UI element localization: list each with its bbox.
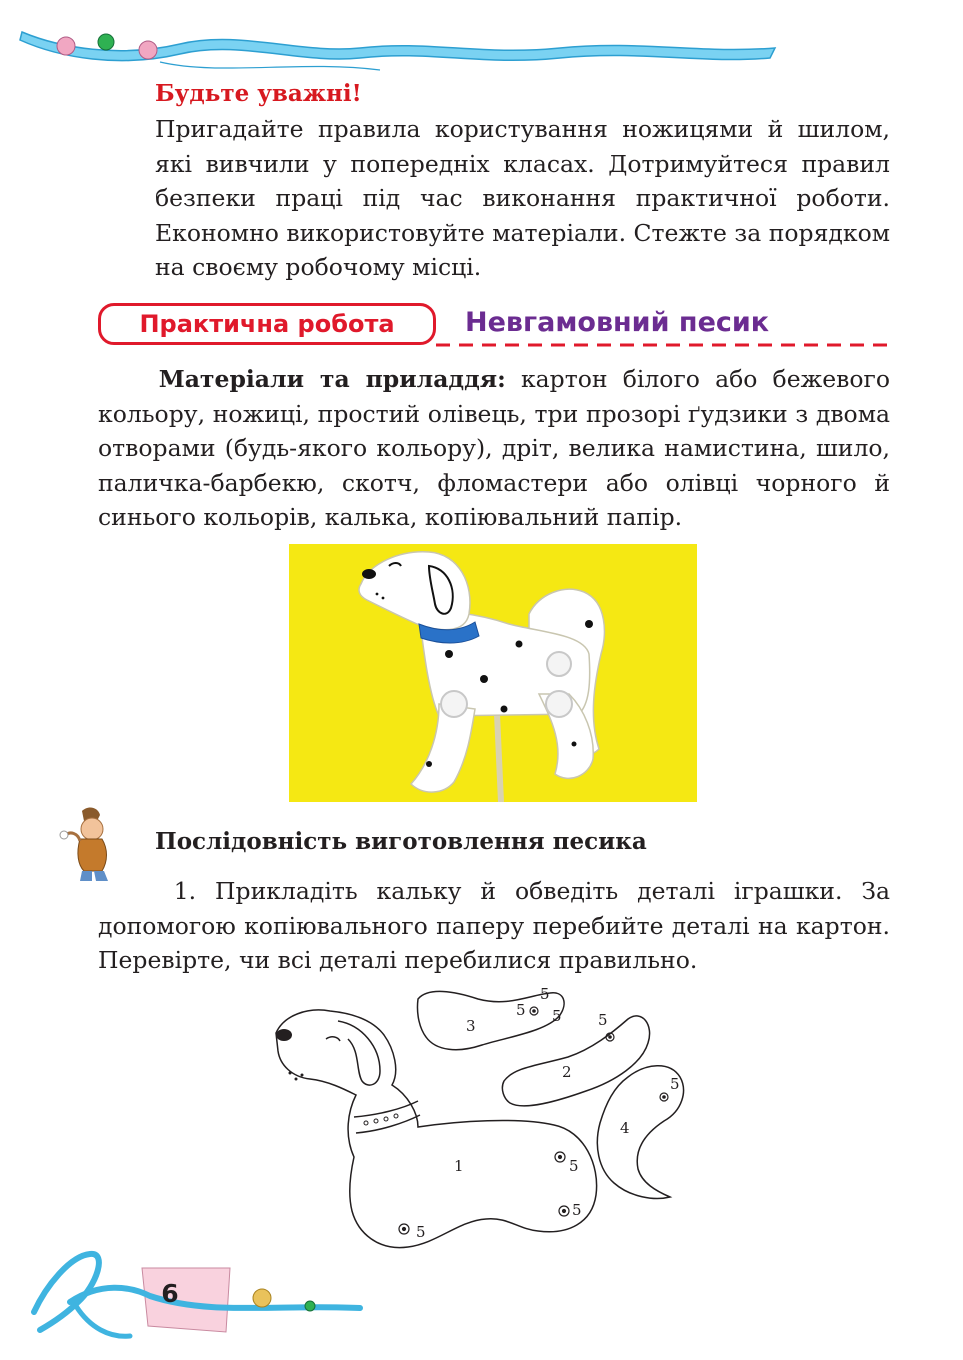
hole-label: 5 <box>540 985 550 1003</box>
materials-paragraph <box>98 362 890 535</box>
page-number: 6 <box>161 1279 179 1308</box>
materials-label: Матеріали та приладдя: <box>158 365 506 393</box>
bottom-ribbon-decoration <box>30 1242 370 1342</box>
hole-label: 5 <box>569 1157 579 1175</box>
dashed-underline <box>436 342 892 348</box>
hole-label: 5 <box>572 1201 582 1219</box>
step-1-text <box>98 874 890 978</box>
dog-toy-photo <box>289 544 697 802</box>
part-1-label: 1 <box>454 1157 464 1175</box>
hole-label: 5 <box>598 1011 608 1029</box>
step-1-content: 1. Прикладіть кальку й обведіть деталі іграшки. За допомогою копіювального паперу перебийте деталі на картон. Перевірте, чи всі деталі перебилися правильно. <box>98 877 890 975</box>
dog-parts-template-diagram <box>268 985 698 1257</box>
gnome-mascot-icon <box>52 805 130 885</box>
part-3-label: 3 <box>466 1017 476 1035</box>
practical-work-tag: Практична робота <box>139 310 395 338</box>
hole-label: 5 <box>416 1223 426 1241</box>
top-ribbon-decoration <box>0 18 790 88</box>
part-2-outline <box>502 1016 649 1106</box>
hole-label: 5 <box>516 1001 526 1019</box>
hole-label: 5 <box>552 1007 562 1025</box>
caution-text: Пригадайте правила користування ножицями й шилом, які вивчили у попередніх класах. Дотримуйтеся правил безпеки праці під час виконання практичної роботи. Економно використовуйте матеріали. Стежте за порядком на своєму робочому місці. <box>155 115 890 281</box>
project-title: Невгамовний песик <box>465 307 770 338</box>
hole-label: 5 <box>670 1075 680 1093</box>
caution-heading: Будьте уважні! <box>155 80 362 107</box>
materials-text: картон білого або бежевого кольору, ножиці, простий олівець, три прозорі ґудзики з двома отворами (будь-якого кольору), дріт, велика намистина, шило, паличка-барбекю, скотч, фломастери або олівці чорного й синього кольорів, калька, копіювальний папір. <box>98 365 890 532</box>
part-2-label: 2 <box>562 1063 572 1081</box>
part-4-label: 4 <box>620 1119 630 1137</box>
sequence-heading: Послідовність виготовлення песика <box>155 828 647 855</box>
